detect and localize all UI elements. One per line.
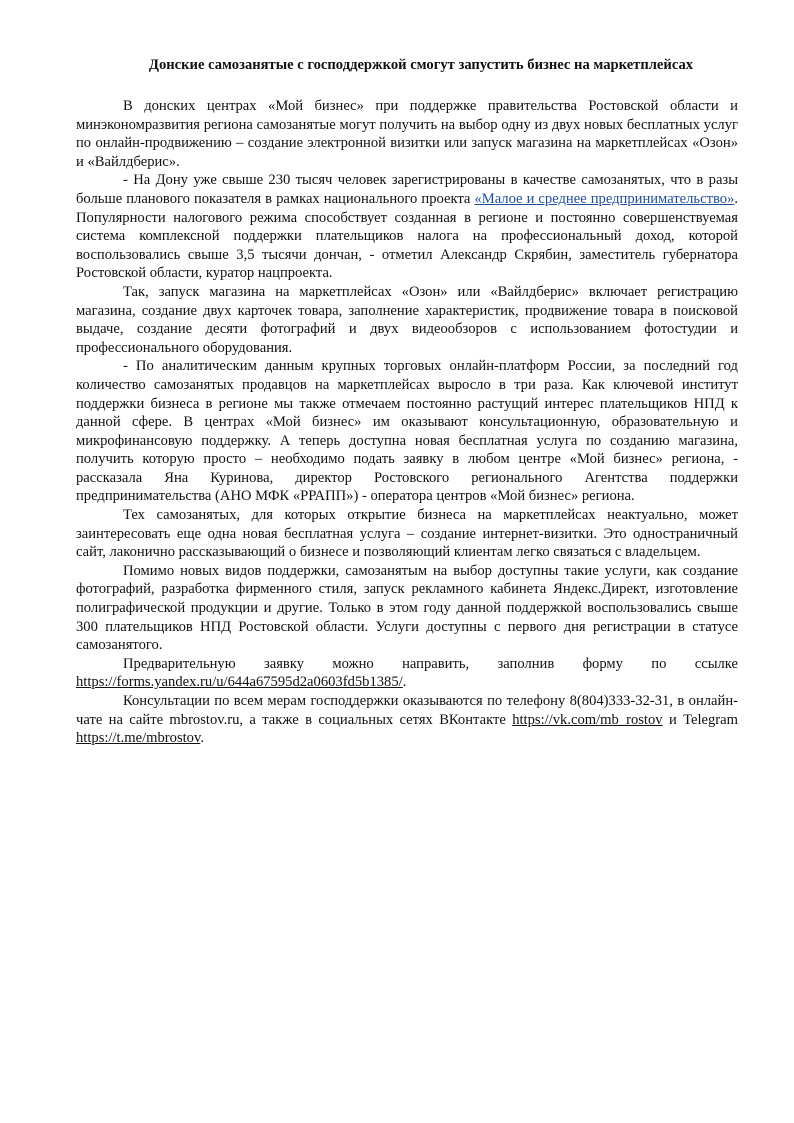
- paragraph-text: . Популярности налогового режима способствует созданная в регионе и постоянно совершенствуемая система комплексной поддержки плательщиков налога на профессиональный доход, которой воспользовались свыше 3,5 тысячи дончан, - отметил Александр Скрябин, заместитель губернатора Ростовской области, куратор нацпроекта.: [76, 190, 738, 282]
- paragraph-quote-kurinova: - По аналитическим данным крупных торговых онлайн-платформ России, за последний год количество самозанятых продавцов на маркетплейсах выросло в три раза. Как ключевой институт поддержки бизнеса в регионе мы также отмечаем постоянно растущий интерес плательщиков НПД к данной сфере. В центрах «Мой бизнес» им оказывают консультационную, образовательную и микрофинансовую поддержку. А теперь доступна новая бесплатная услуга по созданию магазина, получить которую просто – необходимо подать заявку в любом центре «Мой бизнес» региона, - рассказала Яна Куринова, директор Ростовского регионального Агентства поддержки предпринимательства (АНО МФК «РРАПП») - оператора центров «Мой бизнес» региона.: [76, 358, 738, 505]
- article-body: [76, 97, 738, 748]
- telegram-link[interactable]: https://t.me/mbrostov: [76, 730, 201, 747]
- paragraph-quote-skryabin: [76, 171, 738, 283]
- paragraph-text: .: [402, 674, 407, 691]
- paragraph-application: [76, 655, 738, 692]
- paragraph-text: Предварительную заявку можно направить, заполнив форму по ссылке: [123, 655, 738, 672]
- paragraph-text: и Telegram: [662, 711, 738, 728]
- article-title: Донские самозанятые с господдержкой смогут запустить бизнес на маркетплейсах: [148, 57, 694, 73]
- paragraph-contacts: [76, 692, 738, 748]
- paragraph-text: .: [200, 730, 204, 747]
- paragraph-other-services: Помимо новых видов поддержки, самозанятым на выбор доступны такие услуги, как создание фотографий, разработка фирменного стиля, запуск рекламного кабинета Яндекс.Директ, изготовление полиграфической продукции и другие. Только в этом году данной поддержкой воспользовались свыше 300 плательщиков НПД Ростовской области. Услуги доступны с первого дня регистрации в статусе самозанятого.: [76, 562, 738, 654]
- paragraph-text: - На Дону уже свыше 230 тысяч человек зарегистрированы в качестве самозанятых, что в разы больше планового показателя в рамках национального проекта: [76, 172, 738, 207]
- vk-link[interactable]: https://vk.com/mb_rostov: [512, 711, 663, 728]
- paragraph-text: Консультации по всем мерам господдержки оказываются по телефону 8(804)333-32-31, в онлайн-чате на сайте mbrostov.ru, а также в социальных сетях ВКонтакте: [76, 693, 738, 728]
- paragraph-intro: В донских центрах «Мой бизнес» при поддержке правительства Ростовской области и минэкономразвития региона самозанятые могут получить на выбор одну из двух новых бесплатных услуг по онлайн-продвижению – создание электронной визитки или запуск магазина на маркетплейсах «Озон» и «Вайлдберис».: [76, 98, 738, 170]
- paragraph-business-card: Тех самозанятых, для которых открытие бизнеса на маркетплейсах неактуально, может заинтересовать еще одна новая бесплатная услуга – создание интернет-визитки. Это одностраничный сайт, лаконично рассказывающий о бизнесе и позволяющий клиентам легко связаться с владельцем.: [76, 507, 738, 561]
- paragraph-marketplace-service: Так, запуск магазина на маркетплейсах «Озон» или «Вайлдберис» включает регистрацию магазина, создание двух карточек товара, заполнение характеристик, продвижение товара в поисковой выдаче, создание десяти фотографий и двух видеообзоров с использованием фотостудии и профессионального оборудования.: [76, 283, 738, 356]
- national-project-link[interactable]: «Малое и среднее предпринимательство»: [474, 190, 735, 207]
- application-form-link[interactable]: https://forms.yandex.ru/u/644a67595d2a0603fd5b1385/: [76, 674, 403, 691]
